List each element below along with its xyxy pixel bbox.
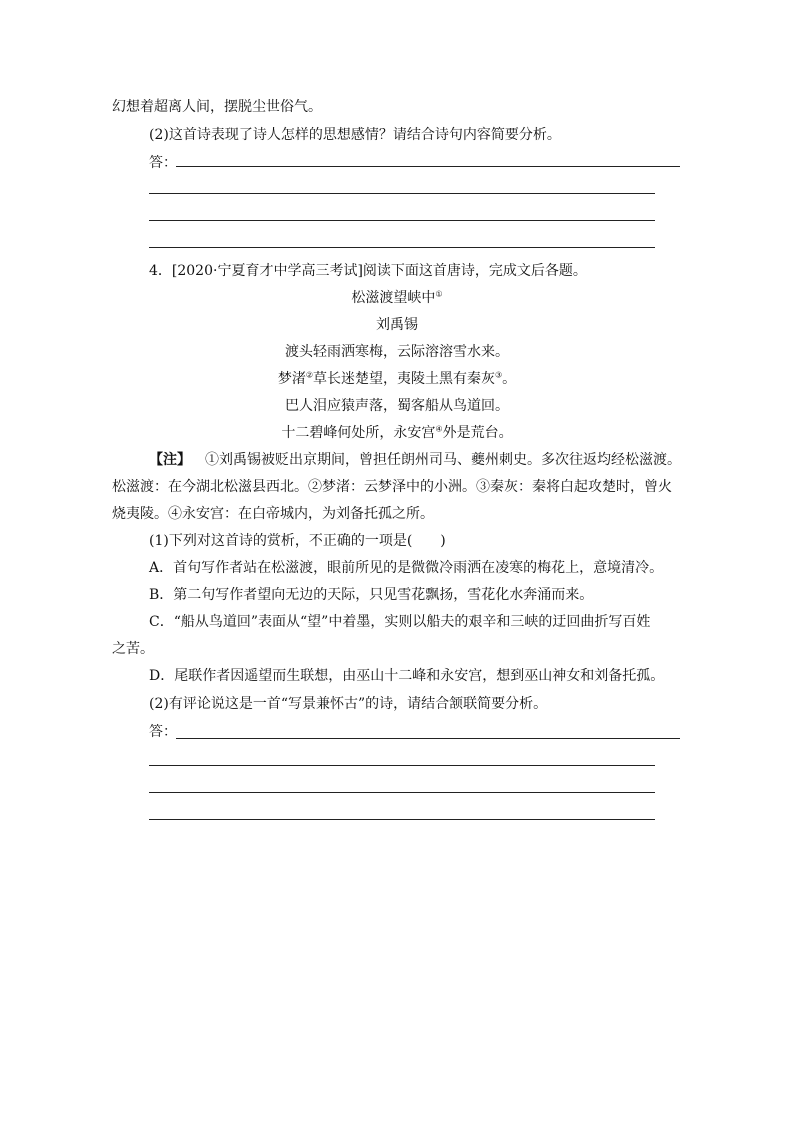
notes-line-2: 松滋渡：在今湖北松滋县西北。②梦渚：云梦泽中的小洲。③秦灰：秦将白起攻楚时，曾火 — [112, 479, 672, 495]
q4-sub1-prompt: (1)下列对这首诗的赏析，不正确的一项是( ) — [149, 533, 446, 549]
notes-line-3: 烧夷陵。④永安宫：在白帝城内，为刘备托孤之所。 — [112, 506, 434, 522]
option-d[interactable]: D．尾联作者因遥望而生联想，由巫山十二峰和永安宫，想到巫山神女和刘备托孤。 — [149, 668, 665, 684]
option-b[interactable]: B．第二句写作者望向无边的天际，只见雪花飘扬，雪花化水奔涌而来。 — [149, 587, 594, 603]
q3-answer-line-1[interactable] — [176, 166, 680, 167]
q3-answer-line-3[interactable] — [149, 220, 655, 221]
poem-line-3: 巴人泪应猿声落，蜀客船从鸟道回。 — [285, 398, 509, 414]
notes-label: 【注】 — [149, 452, 191, 468]
poem-line-2-note-b: ③ — [495, 370, 503, 380]
poem-line-4-note: ④ — [435, 424, 443, 434]
poem-line-4-part-b: 外是荒台。 — [442, 425, 513, 441]
poem-line-2-part-a: 梦渚 — [277, 371, 306, 387]
poem-title-text: 松滋渡望峡中 — [351, 290, 436, 306]
poem-line-4-part-a: 十二碧峰何处所，永安宫 — [281, 425, 436, 441]
notes-line-1-text: ①刘禹锡被贬出京期间，曾担任朗州司马、夔州刺史。多次往返均经松滋渡。 — [205, 452, 681, 468]
q3-tail-line: 幻想着超离人间，摆脱尘世俗气。 — [112, 99, 322, 115]
poem-line-4 — [0, 423, 794, 443]
q3-answer-line-2[interactable] — [149, 193, 655, 194]
q4-sub2-prompt: (2)有评论说这是一首“写景兼怀古”的诗，请结合颔联简要分析。 — [149, 696, 548, 712]
poem-author: 刘禹锡 — [376, 317, 418, 333]
q3-answer-line-4[interactable] — [149, 247, 655, 248]
q4-answer-line-4[interactable] — [149, 819, 655, 820]
poem-line-1: 渡头轻雨洒寒梅，云际溶溶雪水来。 — [285, 344, 509, 360]
q4-answer-line-2[interactable] — [149, 765, 655, 766]
option-c-line-2[interactable]: 之苦。 — [112, 641, 154, 657]
option-a[interactable]: A．首句写作者站在松滋渡，眼前所见的是微微冷雨洒在凌寒的梅花上，意境清冷。 — [149, 560, 664, 576]
q3-answer-label: 答： — [149, 155, 177, 171]
poem-line-2-part-b: 草长迷楚望，夷陵土黑有秦灰 — [313, 371, 495, 387]
poem-title — [0, 288, 794, 308]
q4-answer-line-1[interactable] — [176, 738, 680, 739]
poem-line-2-part-c: 。 — [502, 371, 517, 387]
poem-line-2 — [0, 369, 794, 389]
q4-answer-line-3[interactable] — [149, 792, 655, 793]
poem-title-note: ① — [435, 289, 443, 299]
notes-line-1 — [149, 450, 681, 470]
poem-line-2-note-a: ② — [305, 370, 313, 380]
q4-answer-label: 答： — [149, 724, 177, 740]
q3-sub2-prompt: (2)这首诗表现了诗人怎样的思想感情？请结合诗句内容简要分析。 — [149, 127, 561, 143]
option-c-line-1[interactable]: C．“船从鸟道回”表面从“望”中着墨，实则以船夫的艰辛和三峡的迂回曲折写百姓 — [149, 614, 651, 630]
q4-heading: 4．[2020·宁夏育才中学高三考试]阅读下面这首唐诗，完成文后各题。 — [149, 263, 587, 279]
